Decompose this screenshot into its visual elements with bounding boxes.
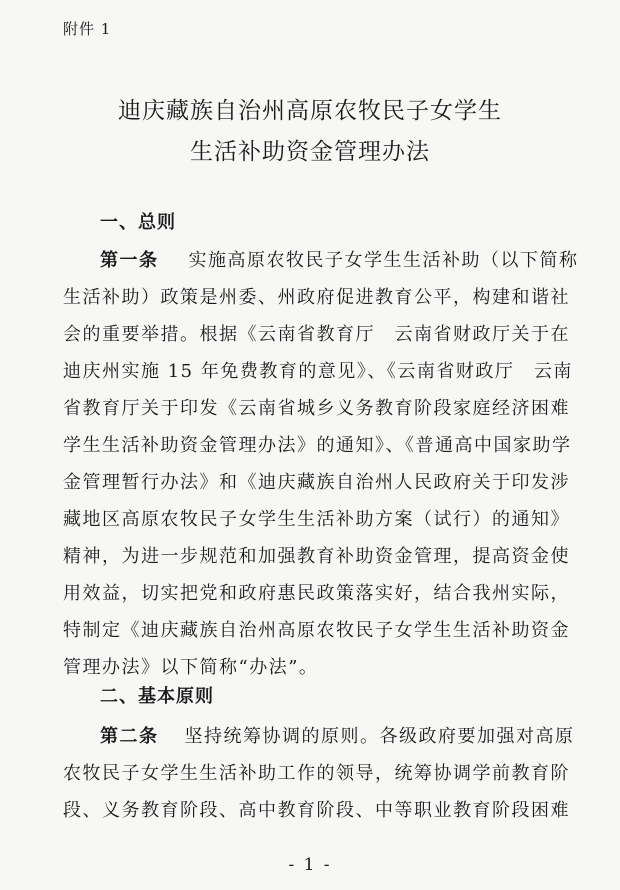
paragraph-line: 段、义务教育阶段、高中教育阶段、中等职业教育阶段困难 [63, 800, 570, 821]
article-2-first-line [100, 722, 575, 748]
paragraph-line: 用效益，切实把党和政府惠民政策落实好，结合我州实际， [63, 583, 570, 604]
section-heading-general: 一、总则 [100, 212, 176, 233]
paragraph-line: 金管理暂行办法》和《迪庆藏族自治州人民政府关于印发涉 [63, 472, 570, 493]
article-1-lead: 第一条 [100, 250, 159, 271]
paragraph-line: 管理办法》以下简称“办法”。 [63, 657, 319, 678]
paragraph-line: 坚持统筹协调的原则。各级政府要加强对高原 [184, 726, 575, 747]
paragraph-line: 学生生活补助资金管理办法》的通知》、《普通高中国家助学 [63, 435, 572, 456]
paragraph-line: 实施高原农牧民子女学生生活补助（以下简称 [188, 250, 579, 271]
paragraph-line: 会的重要举措。根据《云南省教育厅 云南省财政厅关于在 [63, 324, 570, 345]
article-1-first-line [100, 246, 579, 272]
article-2-lead: 第二条 [100, 726, 159, 747]
document-title-line-1: 迪庆藏族自治州高原农牧民子女学生 [118, 98, 502, 124]
paragraph-line: 生活补助）政策是州委、州政府促进教育公平，构建和谐社 [63, 287, 570, 308]
paragraph-line: 精神，为进一步规范和加强教育补助资金管理，提高资金使 [63, 546, 570, 567]
paragraph-line: 省教育厅关于印发《云南省城乡义务教育阶段家庭经济困难 [63, 398, 570, 419]
paragraph-line: 藏地区高原农牧民子女学生生活补助方案（试行）的通知》 [63, 509, 570, 530]
page-number: - 1 - [288, 855, 332, 875]
section-heading-principles: 二、基本原则 [100, 686, 214, 707]
attachment-label: 附件 1 [63, 20, 112, 38]
paragraph-line: 农牧民子女学生生活补助工作的领导，统筹协调学前教育阶 [63, 763, 570, 784]
paragraph-line: 特制定《迪庆藏族自治州高原农牧民子女学生生活补助资金 [63, 620, 570, 641]
paragraph-line: 迪庆州实施 15 年免费教育的意见》、《云南省财政厅 云南 [63, 361, 573, 382]
document-title-line-2: 生活补助资金管理办法 [190, 139, 430, 165]
